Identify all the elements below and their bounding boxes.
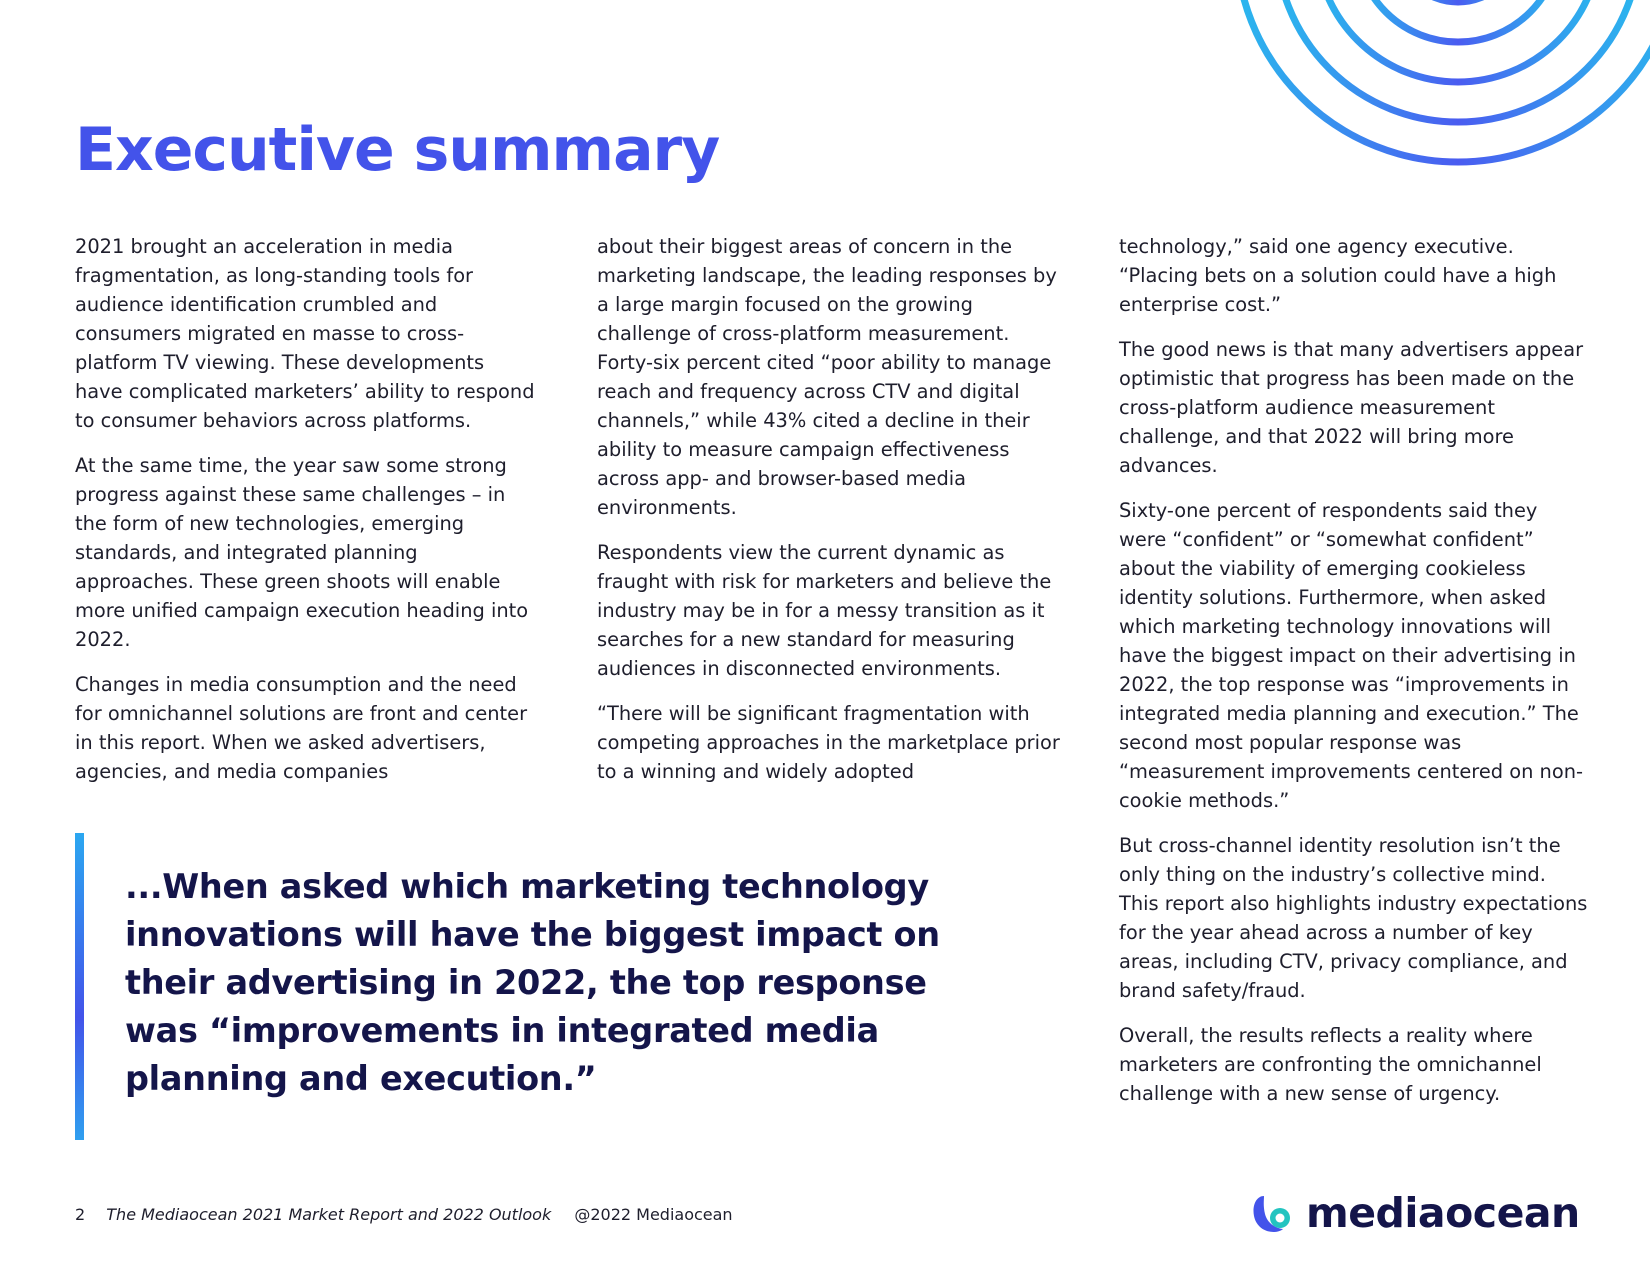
- paragraph: The good news is that many advertisers appear optimistic that progress has been made on the cross-platform audience measurement challenge, and that 2022 will bring more advances.: [1119, 338, 1584, 477]
- text-column-3: [1119, 232, 1589, 1124]
- report-title: The Mediaocean 2021 Market Report and 2022 Outlook: [106, 1205, 552, 1224]
- paragraph: Sixty-one percent of respondents said they were “confident” or “somewhat confident” about the viability of emerging cookieless identity solutions. Furthermore, when asked which marketing technology innovations will have the biggest impact on their advertising in 2022, the top response was “improvements in integrated media planning and execution.” The second most popular response was “measurement improvements centered on non-cookie methods.”: [1119, 499, 1583, 812]
- paragraph: Respondents view the current dynamic as fraught with risk for marketers and believe the industry may be in for a messy transition as it searches for a new standard for measuring audiences in disconnected environments.: [597, 541, 1052, 680]
- logo-wordmark: mediaocean: [1306, 1188, 1580, 1237]
- paragraph: technology,” said one agency executive. “Placing bets on a solution could have a high enterprise cost.”: [1119, 235, 1557, 316]
- page-number: 2: [75, 1205, 86, 1224]
- paragraph: Changes in media consumption and the need for omnichannel solutions are front and center in this report. When we asked advertisers, agencies, and media companies: [75, 673, 528, 783]
- paragraph: 2021 brought an acceleration in media fragmentation, as long-standing tools for audience identification crumbled and consumers migrated en masse to cross-platform TV viewing. These developments have complicated marketers’ ability to respond to consumer behaviors across platforms.: [75, 235, 535, 432]
- mediaocean-logo-icon: [1250, 1192, 1300, 1234]
- mediaocean-logo: [1250, 1190, 1580, 1236]
- text-column-1: [75, 232, 537, 802]
- text-column-2: [597, 232, 1067, 802]
- paragraph: Overall, the results reflects a reality where marketers are confronting the omnichannel challenge with a new sense of urgency.: [1119, 1024, 1542, 1105]
- pull-quote: [75, 833, 955, 1140]
- paragraph: about their biggest areas of concern in the marketing landscape, the leading responses by a large margin focused on the growing challenge of cross-platform measurement. Forty-six percent cited “poor ability to manage reach and frequency across CTV and digital channels,” while 43% cited a decline in their ability to measure campaign effectiveness across app- and browser-based media environments.: [597, 235, 1057, 519]
- copyright: @2022 Mediaocean: [574, 1205, 733, 1224]
- page-footer: [75, 1205, 733, 1224]
- paragraph: But cross-channel identity resolution isn’t the only thing on the industry’s collective mind. This report also highlights industry expectations for the year ahead across a number of key areas, including CTV, privacy compliance, and brand safety/fraud.: [1119, 834, 1588, 1002]
- concentric-rings-decoration: [1220, 0, 1650, 200]
- quote-accent-bar: [75, 833, 84, 1140]
- page-title: Executive summary: [75, 115, 720, 185]
- paragraph: “There will be significant fragmentation with competing approaches in the marketplace prior to a winning and widely adopted: [597, 702, 1060, 783]
- paragraph: At the same time, the year saw some strong progress against these same challenges – in the form of new technologies, emerging standards, and integrated planning approaches. These green shoots will enable more unified campaign execution heading into 2022.: [75, 454, 529, 651]
- pull-quote-text: ...When asked which marketing technology innovations will have the biggest impact on their advertising in 2022, the top response was “improvements in integrated media planning and execution.”: [125, 867, 940, 1098]
